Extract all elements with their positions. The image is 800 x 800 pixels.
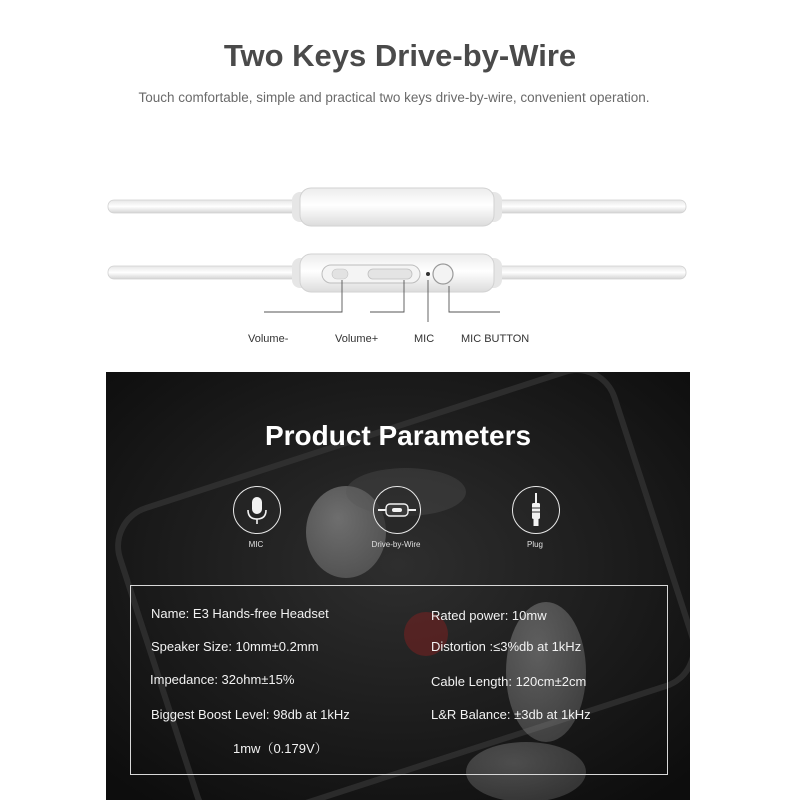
spec-cable-length: Cable Length: 120cm±2cm <box>431 674 587 689</box>
audio-plug-icon <box>512 486 560 534</box>
remote-front-view <box>108 254 686 292</box>
microphone-icon <box>233 486 281 534</box>
spec-boost-level-cont: 1mw（0.179V） <box>233 741 328 756</box>
spec-lr-balance: L&R Balance: ±3db at 1kHz <box>431 707 591 722</box>
spec-box <box>130 585 668 775</box>
icon-label-drive-by-wire: Drive-by-Wire <box>371 540 421 549</box>
callout-volume-plus: Volume+ <box>335 333 379 345</box>
callout-mic: MIC <box>414 333 435 345</box>
inline-remote-icon <box>373 486 421 534</box>
remote-back-view <box>108 188 686 226</box>
page-subtitle: Touch comfortable, simple and practical two keys drive-by-wire, convenient operation. <box>138 90 650 105</box>
callout-volume-minus: Volume- <box>248 333 289 345</box>
parameters-title: Product Parameters <box>264 420 532 451</box>
product-parameters-panel <box>106 372 690 800</box>
icon-label-mic: MIC <box>248 540 264 549</box>
spec-rated-power: Rated power: 10mw <box>431 608 547 623</box>
callout-mic-button: MIC BUTTON <box>461 333 530 345</box>
icon-label-plug: Plug <box>526 540 543 549</box>
spec-distortion: Distortion :≤3%db at 1kHz <box>431 639 582 654</box>
spec-name: Name: E3 Hands-free Headset <box>151 606 329 621</box>
inline-remote-illustration <box>0 170 800 340</box>
spec-boost-level: Biggest Boost Level: 98db at 1kHz <box>151 707 350 722</box>
spec-speaker-size: Speaker Size: 10mm±0.2mm <box>151 639 319 654</box>
spec-impedance: Impedance: 32ohm±15% <box>150 672 295 687</box>
page-title: Two Keys Drive-by-Wire <box>223 38 577 73</box>
